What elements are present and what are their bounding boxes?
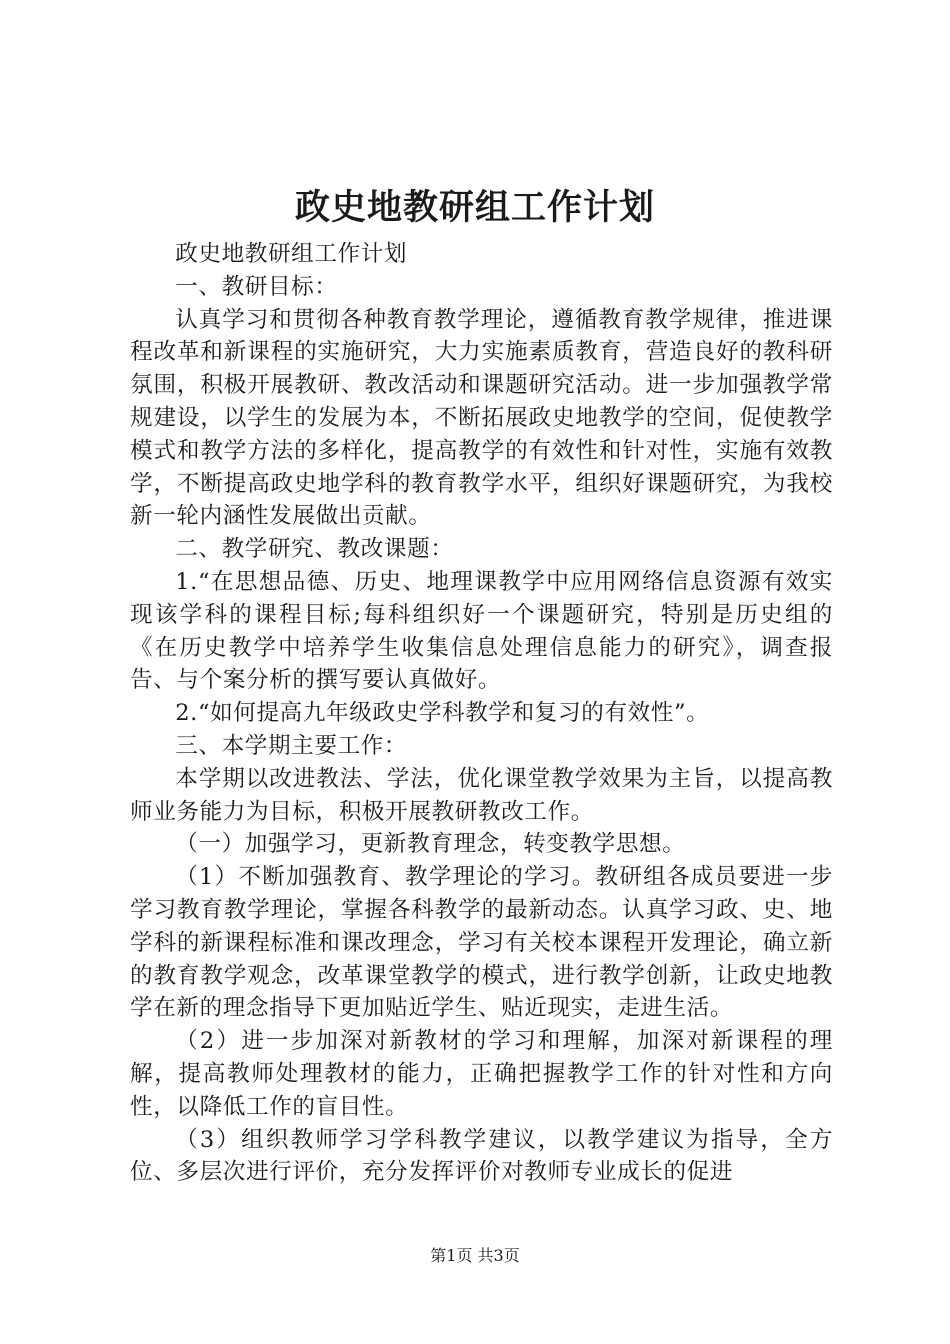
page-footer: 第1页 共3页 [430,1246,520,1265]
section-heading-research: 二、教学研究、教改课题： [175,536,454,563]
document-body [130,238,833,1189]
paragraph-study-3: （3）组织教师学习学科教学建议，以教学建议为指导，全方位、多层次进行评价，充分发挥评价对教师专业成长的促进 [130,1126,833,1186]
paragraph-research-2: 2.“如何提高九年级政史学科教学和复习的有效性”。 [175,700,710,727]
section-heading-goals: 一、教研目标： [175,273,338,300]
paragraph-research-1: 1.“在思想品德、历史、地理课教学中应用网络信息资源有效实现该学科的课程目标;每科组织好一个课题研究，特别是历史组的《在历史教学中培养学生收集信息处理信息能力的研究》，调查报告、与个案分析的撰写要认真做好。 [130,568,833,694]
section-heading-work: 三、本学期主要工作： [175,732,408,759]
document-title: 政史地教研组工作计划 [294,187,655,228]
paragraph-goals: 认真学习和贯彻各种教育教学理论，遵循教育教学规律，推进课程改革和新课程的实施研究，大力实施素质教育，营造良好的教科研氛围，积极开展教研、教改活动和课题研究活动。进一步加强教学常规建设，以学生的发展为本，不断拓展政史地教学的空间，促使教学模式和教学方法的多样化，提高教学的有效性和针对性，实施有效教学，不断提高政史地学科的教育教学水平，组织好课题研究，为我校新一轮内涵性发展做出贡献。 [130,306,833,530]
paragraph-heading: 政史地教研组工作计划 [175,241,408,267]
paragraph-study-1: （1）不断加强教育、教学理论的学习。教研组各成员要进一步学习教育教学理论，掌握各科教学的最新动态。认真学习政、史、地学科的新课程标准和课改理念，学习有关校本课程开发理论，确立新的教育教学观念，改革课堂教学的模式，进行教学创新，让政史地教学在新的理念指导下更加贴近学生、贴近现实，走进生活。 [130,864,833,1022]
paragraph-study-2: （2）进一步加深对新教材的学习和理解，加深对新课程的理解，提高教师处理教材的能力，正确把握教学工作的针对性和方向性，以降低工作的盲目性。 [130,1028,833,1120]
subsection-heading-study: （一）加强学习，更新教育理念，转变教学思想。 [175,831,686,858]
paragraph-work-intro: 本学期以改进教法、学法，优化课堂教学效果为主旨，以提高教师业务能力为目标，积极开展教研教改工作。 [130,765,833,825]
